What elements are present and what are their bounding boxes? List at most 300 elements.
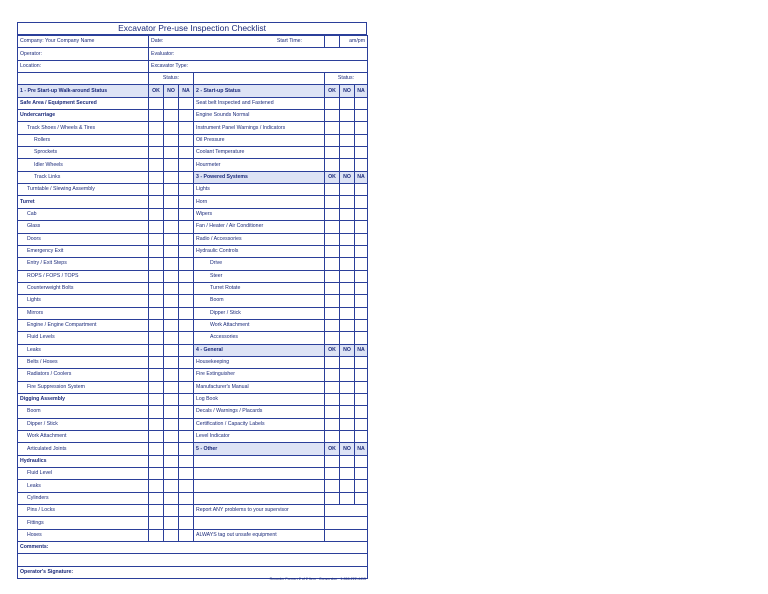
ok-checkbox[interactable] xyxy=(325,270,340,282)
no-checkbox[interactable] xyxy=(340,295,355,307)
left-item-label: Rollers xyxy=(18,134,149,146)
left-item-label: Doors xyxy=(18,233,149,245)
ok-checkbox[interactable] xyxy=(149,208,164,220)
na-checkbox[interactable] xyxy=(179,468,194,480)
no-checkbox[interactable] xyxy=(340,480,355,492)
ok-header: OK xyxy=(325,443,340,455)
checklist-sheet xyxy=(17,22,367,579)
no-checkbox[interactable] xyxy=(340,258,355,270)
right-item-label: Housekeeping xyxy=(194,356,325,368)
right-item-label: Dipper / Stick xyxy=(194,307,325,319)
ok-checkbox[interactable] xyxy=(149,134,164,146)
no-checkbox[interactable] xyxy=(340,369,355,381)
no-checkbox[interactable] xyxy=(340,159,355,171)
na-checkbox[interactable] xyxy=(179,517,194,529)
no-checkbox[interactable] xyxy=(340,233,355,245)
left-item-label: Lights xyxy=(18,295,149,307)
no-checkbox[interactable] xyxy=(164,221,179,233)
na-checkbox[interactable] xyxy=(355,134,368,146)
right-item-label xyxy=(194,480,325,492)
right-item-label: Lights xyxy=(194,184,325,196)
table-row xyxy=(18,480,368,492)
right-item-label: Boom xyxy=(194,295,325,307)
right-item-label: Steer xyxy=(194,270,325,282)
table-row xyxy=(18,122,368,134)
na-checkbox[interactable] xyxy=(179,356,194,368)
ok-checkbox[interactable] xyxy=(325,406,340,418)
no-checkbox[interactable] xyxy=(340,307,355,319)
no-checkbox[interactable] xyxy=(340,122,355,134)
header-row-operator xyxy=(18,48,368,60)
na-checkbox[interactable] xyxy=(179,431,194,443)
left-item-label: Engine / Engine Compartment xyxy=(18,319,149,331)
na-checkbox[interactable] xyxy=(179,307,194,319)
table-row xyxy=(18,529,368,541)
right-item-label: Certification / Capacity Labels xyxy=(194,418,325,430)
ok-checkbox[interactable] xyxy=(149,381,164,393)
ok-checkbox[interactable] xyxy=(325,233,340,245)
no-checkbox[interactable] xyxy=(164,406,179,418)
na-checkbox[interactable] xyxy=(355,208,368,220)
na-checkbox[interactable] xyxy=(179,393,194,405)
no-checkbox[interactable] xyxy=(340,381,355,393)
ok-checkbox[interactable] xyxy=(325,307,340,319)
ok-checkbox[interactable] xyxy=(149,431,164,443)
no-checkbox[interactable] xyxy=(164,270,179,282)
no-checkbox[interactable] xyxy=(340,332,355,344)
left-item-label: Boom xyxy=(18,406,149,418)
na-checkbox[interactable] xyxy=(179,110,194,122)
no-checkbox[interactable] xyxy=(340,245,355,257)
na-header: NA xyxy=(355,85,368,97)
no-checkbox[interactable] xyxy=(164,455,179,467)
no-checkbox[interactable] xyxy=(164,171,179,183)
na-checkbox[interactable] xyxy=(355,369,368,381)
na-checkbox[interactable] xyxy=(355,258,368,270)
ok-checkbox[interactable] xyxy=(325,110,340,122)
ok-checkbox[interactable] xyxy=(325,332,340,344)
table-row xyxy=(18,319,368,331)
na-checkbox[interactable] xyxy=(179,282,194,294)
ok-checkbox[interactable] xyxy=(149,110,164,122)
ok-checkbox[interactable] xyxy=(325,393,340,405)
table-row xyxy=(18,221,368,233)
table-row xyxy=(18,97,368,109)
na-checkbox[interactable] xyxy=(355,122,368,134)
right-item-label: Hourmeter xyxy=(194,159,325,171)
table-row xyxy=(18,443,368,455)
status-label-left: Status: xyxy=(149,73,194,85)
no-checkbox[interactable] xyxy=(164,110,179,122)
na-checkbox[interactable] xyxy=(179,122,194,134)
na-checkbox[interactable] xyxy=(355,245,368,257)
na-checkbox[interactable] xyxy=(179,455,194,467)
ok-checkbox[interactable] xyxy=(149,184,164,196)
na-checkbox[interactable] xyxy=(179,480,194,492)
left-item-label: Pins / Locks xyxy=(18,505,149,517)
ok-checkbox[interactable] xyxy=(149,221,164,233)
na-checkbox[interactable] xyxy=(179,196,194,208)
no-checkbox[interactable] xyxy=(164,468,179,480)
no-checkbox[interactable] xyxy=(164,431,179,443)
no-checkbox[interactable] xyxy=(340,492,355,504)
ok-checkbox[interactable] xyxy=(325,258,340,270)
ok-checkbox[interactable] xyxy=(325,468,340,480)
na-checkbox[interactable] xyxy=(355,221,368,233)
no-checkbox[interactable] xyxy=(164,369,179,381)
na-checkbox[interactable] xyxy=(355,455,368,467)
na-checkbox[interactable] xyxy=(179,147,194,159)
right-item-label: Seat belt Inspected and Fastened xyxy=(194,97,325,109)
ok-checkbox[interactable] xyxy=(325,245,340,257)
no-checkbox[interactable] xyxy=(164,295,179,307)
na-checkbox[interactable] xyxy=(179,369,194,381)
table-row xyxy=(18,356,368,368)
ok-checkbox[interactable] xyxy=(149,455,164,467)
na-checkbox[interactable] xyxy=(355,282,368,294)
no-header: NO xyxy=(340,171,355,183)
ok-checkbox[interactable] xyxy=(149,468,164,480)
na-header: NA xyxy=(355,344,368,356)
na-checkbox[interactable] xyxy=(179,270,194,282)
no-checkbox[interactable] xyxy=(340,282,355,294)
no-checkbox[interactable] xyxy=(164,134,179,146)
no-checkbox[interactable] xyxy=(164,492,179,504)
right-item-label: ALWAYS tag out unsafe equipment xyxy=(194,529,325,541)
table-row xyxy=(18,542,368,554)
no-checkbox[interactable] xyxy=(340,97,355,109)
comments-label: Comments: xyxy=(18,542,368,554)
na-checkbox[interactable] xyxy=(179,443,194,455)
na-checkbox[interactable] xyxy=(179,233,194,245)
na-checkbox[interactable] xyxy=(179,529,194,541)
table-row xyxy=(18,110,368,122)
na-checkbox[interactable] xyxy=(179,171,194,183)
section-title: 3 - Powered Systems xyxy=(194,171,325,183)
date-label: Date: xyxy=(151,38,164,45)
na-checkbox[interactable] xyxy=(179,505,194,517)
header-row-company xyxy=(18,36,368,48)
no-checkbox[interactable] xyxy=(164,147,179,159)
ok-checkbox[interactable] xyxy=(325,480,340,492)
table-row xyxy=(18,171,368,183)
left-item-label: Fluid Levels xyxy=(18,332,149,344)
table-row xyxy=(18,369,368,381)
section-title: 5 - Other xyxy=(194,443,325,455)
no-checkbox[interactable] xyxy=(164,159,179,171)
na-checkbox[interactable] xyxy=(355,480,368,492)
no-checkbox[interactable] xyxy=(164,184,179,196)
no-checkbox[interactable] xyxy=(164,282,179,294)
left-item-label: Sprockets xyxy=(18,147,149,159)
ok-checkbox[interactable] xyxy=(325,455,340,467)
ok-checkbox[interactable] xyxy=(325,295,340,307)
ok-checkbox[interactable] xyxy=(149,319,164,331)
start-time-label: Start Time: xyxy=(276,38,302,45)
no-checkbox[interactable] xyxy=(164,196,179,208)
na-checkbox[interactable] xyxy=(179,184,194,196)
no-checkbox[interactable] xyxy=(164,529,179,541)
table-row xyxy=(18,307,368,319)
right-item-label: Hydraulic Controls xyxy=(194,245,325,257)
section-1-title: 1 - Pre Start-up Walk-around Status xyxy=(18,85,149,97)
na-checkbox[interactable] xyxy=(179,245,194,257)
left-item-label: Fluid Level xyxy=(18,468,149,480)
empty-cell xyxy=(325,529,368,541)
right-item-label: Work Attachment xyxy=(194,319,325,331)
table-row xyxy=(18,233,368,245)
na-checkbox[interactable] xyxy=(355,159,368,171)
no-checkbox[interactable] xyxy=(164,307,179,319)
no-checkbox[interactable] xyxy=(340,455,355,467)
right-item-label: Log Book xyxy=(194,393,325,405)
right-item-label: Turret Rotate xyxy=(194,282,325,294)
na-checkbox[interactable] xyxy=(355,468,368,480)
ok-checkbox[interactable] xyxy=(325,356,340,368)
na-checkbox[interactable] xyxy=(179,208,194,220)
na-checkbox[interactable] xyxy=(355,295,368,307)
ok-checkbox[interactable] xyxy=(325,134,340,146)
no-checkbox[interactable] xyxy=(164,208,179,220)
ok-checkbox[interactable] xyxy=(149,122,164,134)
ok-header: OK xyxy=(325,171,340,183)
ampm-label: am/pm xyxy=(340,36,368,48)
right-item-label: Coolant Temperature xyxy=(194,147,325,159)
ok-checkbox[interactable] xyxy=(149,369,164,381)
location-label: Location: xyxy=(20,62,42,69)
no-checkbox[interactable] xyxy=(340,406,355,418)
na-checkbox[interactable] xyxy=(355,381,368,393)
ok-checkbox[interactable] xyxy=(149,517,164,529)
left-item-label: Digging Assembly xyxy=(18,393,149,405)
table-row xyxy=(18,134,368,146)
ok-checkbox[interactable] xyxy=(149,480,164,492)
no-checkbox[interactable] xyxy=(340,431,355,443)
no-checkbox[interactable] xyxy=(340,208,355,220)
no-checkbox[interactable] xyxy=(340,468,355,480)
ok-checkbox[interactable] xyxy=(325,196,340,208)
ok-checkbox[interactable] xyxy=(325,159,340,171)
table-row xyxy=(18,455,368,467)
na-checkbox[interactable] xyxy=(179,258,194,270)
na-checkbox[interactable] xyxy=(355,97,368,109)
ok-checkbox[interactable] xyxy=(325,319,340,331)
table-row xyxy=(18,517,368,529)
no-checkbox[interactable] xyxy=(340,221,355,233)
ok-checkbox[interactable] xyxy=(325,122,340,134)
ok-checkbox[interactable] xyxy=(149,307,164,319)
na-checkbox[interactable] xyxy=(355,319,368,331)
company-value[interactable]: Your Company Name xyxy=(45,38,95,45)
no-checkbox[interactable] xyxy=(164,245,179,257)
ok-checkbox[interactable] xyxy=(325,282,340,294)
no-checkbox[interactable] xyxy=(164,233,179,245)
na-checkbox[interactable] xyxy=(355,332,368,344)
ok-checkbox[interactable] xyxy=(149,406,164,418)
no-checkbox[interactable] xyxy=(340,134,355,146)
ok-checkbox[interactable] xyxy=(149,332,164,344)
header-row-location xyxy=(18,60,368,72)
no-checkbox[interactable] xyxy=(164,97,179,109)
ok-checkbox[interactable] xyxy=(325,369,340,381)
left-item-label: Belts / Hoses xyxy=(18,356,149,368)
table-row xyxy=(18,295,368,307)
na-checkbox[interactable] xyxy=(179,221,194,233)
na-checkbox[interactable] xyxy=(355,110,368,122)
table-row xyxy=(18,393,368,405)
comments-field[interactable] xyxy=(18,554,368,566)
operator-label: Operator: xyxy=(20,50,42,57)
right-item-label: Accessories xyxy=(194,332,325,344)
na-checkbox[interactable] xyxy=(179,319,194,331)
no-checkbox[interactable] xyxy=(164,443,179,455)
na-checkbox[interactable] xyxy=(355,431,368,443)
footer-text: Recorder Forms • 2 of 2 Item · Conversion · 1-866-222-4415 xyxy=(269,577,366,581)
na-checkbox[interactable] xyxy=(179,492,194,504)
ok-checkbox[interactable] xyxy=(149,245,164,257)
na-checkbox[interactable] xyxy=(355,393,368,405)
right-item-label: Report ANY problems to your supervisor xyxy=(194,505,325,517)
ok-checkbox[interactable] xyxy=(149,393,164,405)
ok-checkbox[interactable] xyxy=(325,381,340,393)
ok-checkbox[interactable] xyxy=(149,282,164,294)
ok-checkbox[interactable] xyxy=(325,431,340,443)
no-checkbox[interactable] xyxy=(340,393,355,405)
left-item-label: Track Links xyxy=(18,171,149,183)
ok-checkbox[interactable] xyxy=(149,147,164,159)
no-checkbox[interactable] xyxy=(164,480,179,492)
no-checkbox[interactable] xyxy=(164,332,179,344)
ok-header: OK xyxy=(149,85,164,97)
signature-label: Operator's Signature: xyxy=(18,566,368,578)
left-item-label: Fittings xyxy=(18,517,149,529)
ok-checkbox[interactable] xyxy=(149,270,164,282)
left-item-label: Leaks xyxy=(18,480,149,492)
na-header: NA xyxy=(355,443,368,455)
na-checkbox[interactable] xyxy=(355,492,368,504)
no-checkbox[interactable] xyxy=(164,393,179,405)
no-checkbox[interactable] xyxy=(164,505,179,517)
no-checkbox[interactable] xyxy=(164,344,179,356)
ok-checkbox[interactable] xyxy=(325,418,340,430)
left-item-label: Turret xyxy=(18,196,149,208)
no-checkbox[interactable] xyxy=(340,184,355,196)
no-checkbox[interactable] xyxy=(164,356,179,368)
ok-checkbox[interactable] xyxy=(149,258,164,270)
ok-checkbox[interactable] xyxy=(149,97,164,109)
ok-checkbox[interactable] xyxy=(149,159,164,171)
no-checkbox[interactable] xyxy=(340,319,355,331)
ok-checkbox[interactable] xyxy=(149,196,164,208)
na-checkbox[interactable] xyxy=(179,159,194,171)
na-checkbox[interactable] xyxy=(355,307,368,319)
no-checkbox[interactable] xyxy=(164,418,179,430)
right-item-label: Oil Pressure xyxy=(194,134,325,146)
no-checkbox[interactable] xyxy=(340,147,355,159)
na-checkbox[interactable] xyxy=(355,406,368,418)
table-row xyxy=(18,159,368,171)
na-checkbox[interactable] xyxy=(179,406,194,418)
ok-checkbox[interactable] xyxy=(149,418,164,430)
left-item-label: Glass xyxy=(18,221,149,233)
table-row xyxy=(18,196,368,208)
na-checkbox[interactable] xyxy=(355,418,368,430)
no-checkbox[interactable] xyxy=(164,517,179,529)
start-time-field[interactable] xyxy=(325,36,340,48)
ok-checkbox[interactable] xyxy=(149,356,164,368)
na-header: NA xyxy=(355,171,368,183)
ok-checkbox[interactable] xyxy=(325,221,340,233)
ok-checkbox[interactable] xyxy=(149,492,164,504)
na-checkbox[interactable] xyxy=(179,295,194,307)
na-checkbox[interactable] xyxy=(179,344,194,356)
table-row xyxy=(18,184,368,196)
na-checkbox[interactable] xyxy=(355,270,368,282)
na-checkbox[interactable] xyxy=(179,97,194,109)
ok-checkbox[interactable] xyxy=(149,171,164,183)
ok-checkbox[interactable] xyxy=(325,97,340,109)
left-item-label: Emergency Exit xyxy=(18,245,149,257)
right-item-label: Manufacturer's Manual xyxy=(194,381,325,393)
na-checkbox[interactable] xyxy=(179,134,194,146)
ok-checkbox[interactable] xyxy=(149,295,164,307)
page-title: Excavator Pre-use Inspection Checklist xyxy=(17,22,367,35)
no-checkbox[interactable] xyxy=(164,258,179,270)
empty-cell xyxy=(325,505,368,517)
na-checkbox[interactable] xyxy=(355,196,368,208)
right-item-label xyxy=(194,517,325,529)
table-row xyxy=(18,418,368,430)
na-checkbox[interactable] xyxy=(355,356,368,368)
right-item-label xyxy=(194,492,325,504)
no-checkbox[interactable] xyxy=(340,196,355,208)
ok-checkbox[interactable] xyxy=(325,184,340,196)
no-checkbox[interactable] xyxy=(164,122,179,134)
status-row xyxy=(18,73,368,85)
ok-checkbox[interactable] xyxy=(325,147,340,159)
na-checkbox[interactable] xyxy=(355,233,368,245)
na-checkbox[interactable] xyxy=(355,147,368,159)
ok-checkbox[interactable] xyxy=(149,233,164,245)
na-checkbox[interactable] xyxy=(179,332,194,344)
ok-checkbox[interactable] xyxy=(149,443,164,455)
no-header: NO xyxy=(340,443,355,455)
ok-checkbox[interactable] xyxy=(325,492,340,504)
no-checkbox[interactable] xyxy=(164,381,179,393)
no-checkbox[interactable] xyxy=(340,270,355,282)
na-checkbox[interactable] xyxy=(179,381,194,393)
no-checkbox[interactable] xyxy=(164,319,179,331)
no-checkbox[interactable] xyxy=(340,356,355,368)
right-item-label: Horn xyxy=(194,196,325,208)
ok-checkbox[interactable] xyxy=(149,344,164,356)
na-header: NA xyxy=(179,85,194,97)
na-checkbox[interactable] xyxy=(179,418,194,430)
ok-header: OK xyxy=(325,85,340,97)
no-checkbox[interactable] xyxy=(340,418,355,430)
ok-checkbox[interactable] xyxy=(149,505,164,517)
right-item-label: Engine Sounds Normal xyxy=(194,110,325,122)
table-row xyxy=(18,344,368,356)
table-row xyxy=(18,270,368,282)
ok-checkbox[interactable] xyxy=(149,529,164,541)
left-item-label: Idler Wheels xyxy=(18,159,149,171)
left-item-label: Undercarriage xyxy=(18,110,149,122)
no-checkbox[interactable] xyxy=(340,110,355,122)
ok-checkbox[interactable] xyxy=(325,208,340,220)
na-checkbox[interactable] xyxy=(355,184,368,196)
left-item-label: Entry / Exit Steps xyxy=(18,258,149,270)
